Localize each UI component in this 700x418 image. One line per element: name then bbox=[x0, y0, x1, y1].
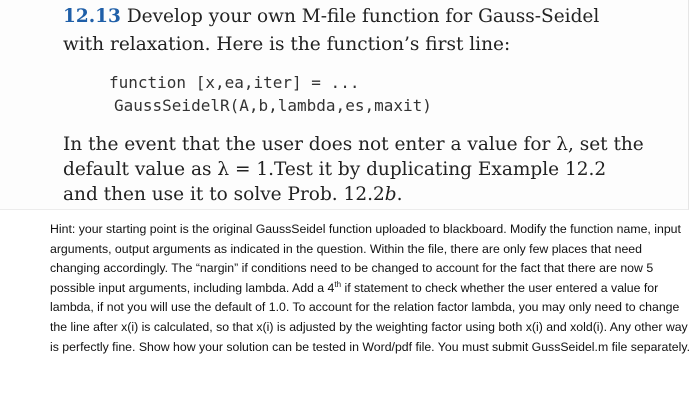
problem-statement bbox=[63, 3, 663, 59]
textbook-excerpt bbox=[0, 0, 689, 210]
code-line-1: function [x,ea,iter] = ... bbox=[109, 73, 360, 92]
problem-body bbox=[63, 132, 673, 207]
statement-line-1: Develop your own M-file function for Gauss-Seidel bbox=[120, 6, 600, 27]
body-line-3-end: . bbox=[396, 184, 403, 205]
body-line-2: default value as λ = 1.Test it by duplicating Example 12.2 bbox=[63, 159, 607, 180]
hint-text-b: if statement to check whether the user entered a value for lambda, if not you will use the default of 1.0. To account for the relation factor lambda, you may only need to change the line after x(i) is calculated, so that x(i) is adjusted by the weighting factor using both x(i) and xold(i). Any other way is perfectly fine. Show how your solution can be tested in Word/pdf file. You must submit GussSeidel.m file separately. bbox=[50, 280, 690, 354]
problem-number: 12.13 bbox=[63, 6, 121, 27]
body-line-3: and then use it to solve Prob. 12.2 bbox=[63, 184, 385, 205]
hint-text-a: Hint: your starting point is the original GaussSeidel function uploaded to blackboard. Modify the function name, input arguments, output arguments as indicated in the question. Within the file, there are only few places that need changing accordingly. The “nargin” if conditions need to be changed to account for the fact that there are now 5 possible input arguments, including lambda. Add a 4 bbox=[50, 222, 681, 295]
hint-paragraph bbox=[50, 220, 690, 357]
body-line-1: In the event that the user does not enter a value for λ, set the bbox=[63, 134, 644, 155]
hint-superscript: th bbox=[334, 279, 342, 289]
code-line-2: GaussSeidelR(A,b,lambda,es,maxit) bbox=[114, 96, 432, 115]
body-line-3-part: b bbox=[384, 184, 397, 205]
statement-line-2: with relaxation. Here is the function’s first line: bbox=[63, 34, 511, 55]
